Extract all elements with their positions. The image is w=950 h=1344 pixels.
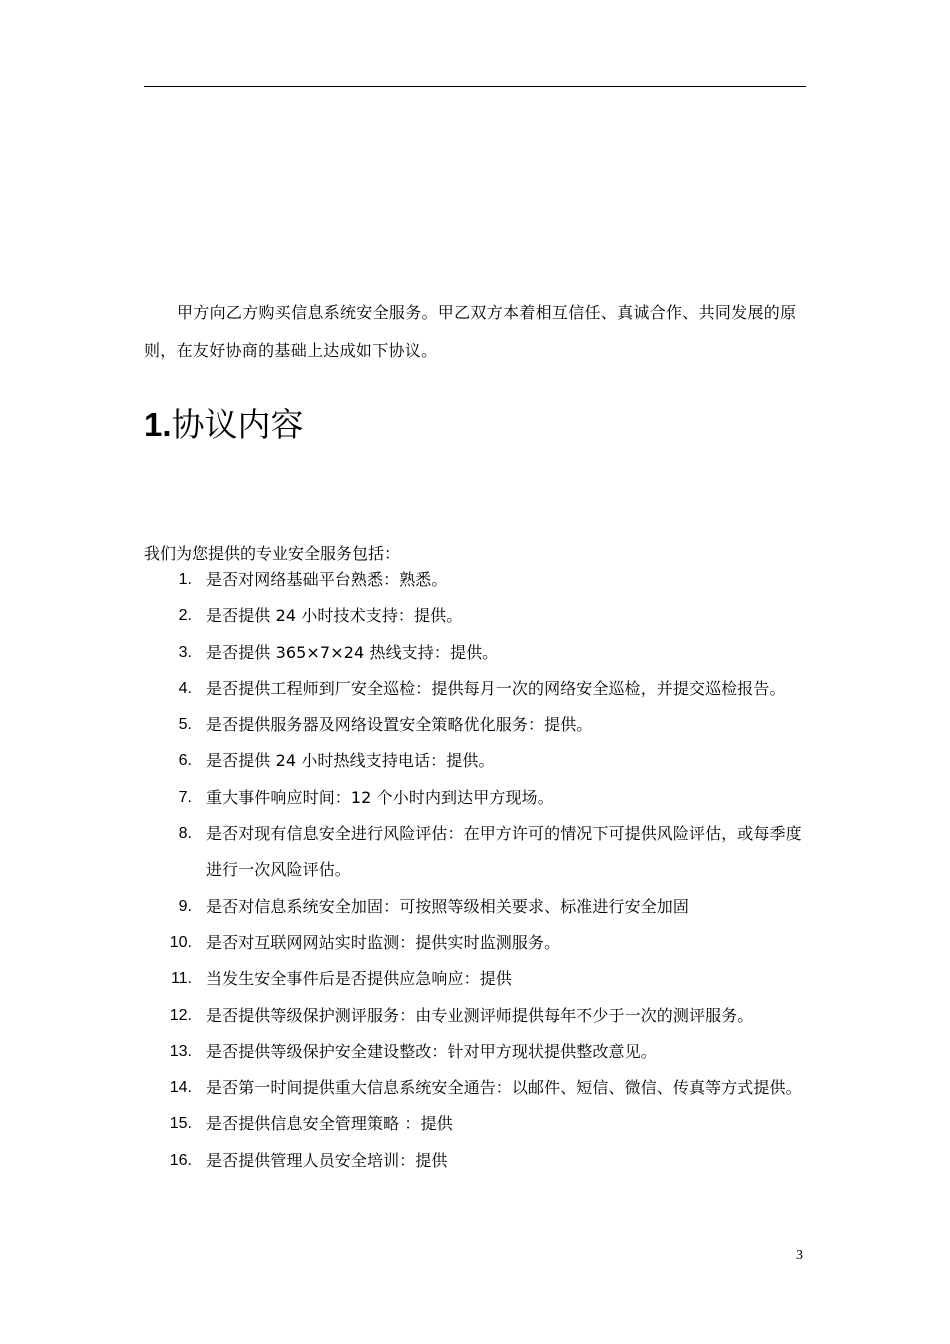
list-item-text: 是否提供管理人员安全培训：提供	[206, 1150, 448, 1170]
page-number: 3	[796, 1248, 803, 1263]
list-item-number: 7.	[178, 788, 192, 806]
list-item-text: 是否第一时间提供重大信息系统安全通告：以邮件、短信、微信、传真等方式提供。	[206, 1078, 802, 1098]
list-item	[144, 816, 806, 889]
list-item	[144, 671, 806, 707]
list-item-number: 13.	[169, 1042, 192, 1060]
list-item	[144, 598, 806, 634]
list-item-number: 8.	[178, 825, 192, 843]
list-item	[144, 1143, 806, 1179]
list-item-text: 是否对现有信息安全进行风险评估：在甲方许可的情况下可提供风险评估，或每季度进行一次风险评估。	[206, 824, 802, 880]
list-item-text: 是否对信息系统安全加固：可按照等级相关要求、标准进行安全加固	[206, 896, 690, 916]
intro-paragraph	[144, 294, 806, 370]
list-item	[144, 780, 806, 816]
list-item	[144, 889, 806, 925]
list-item-number: 15.	[169, 1115, 192, 1133]
list-item	[144, 961, 806, 997]
list-item-number: 6.	[178, 752, 192, 770]
list-item-number: 11.	[170, 970, 192, 988]
list-item	[144, 707, 806, 743]
section-title: 协议内容	[171, 405, 304, 444]
list-item-number: 10.	[169, 933, 192, 951]
list-item-number: 14.	[169, 1079, 192, 1097]
list-item-text: 是否提供 365×7×24 热线支持：提供。	[206, 642, 499, 662]
list-item-number: 5.	[178, 716, 192, 734]
list-item-number: 4.	[178, 679, 192, 697]
list-item-number: 12.	[169, 1006, 192, 1024]
list-item-text: 是否提供 24 小时技术支持：提供。	[206, 606, 463, 626]
list-item-text: 是否对网络基础平台熟悉：熟悉。	[206, 570, 448, 589]
list-item-number: 1.	[178, 571, 192, 588]
list-item	[144, 635, 806, 671]
list-item	[144, 998, 806, 1034]
services-intro: 我们为您提供的专业安全服务包括：	[144, 544, 401, 563]
list-item	[144, 562, 806, 598]
header-rule	[144, 86, 806, 87]
list-item-text: 是否对互联网网站实时监测：提供实时监测服务。	[206, 932, 561, 952]
list-item	[144, 925, 806, 961]
list-item-number: 2.	[178, 607, 192, 625]
section-number: 1.	[144, 406, 172, 443]
list-item	[144, 1070, 806, 1106]
list-item-text: 当发生安全事件后是否提供应急响应：提供	[206, 969, 512, 989]
intro-text: 甲方向乙方购买信息系统安全服务。甲乙双方本着相互信任、真诚合作、共同发展的原则，在友好协商的基础上达成如下协议。	[144, 303, 797, 360]
list-item	[144, 1106, 806, 1142]
list-item-text: 重大事件响应时间：12 个小时内到达甲方现场。	[206, 787, 554, 807]
services-list	[144, 562, 806, 1179]
list-item	[144, 1034, 806, 1070]
list-item	[144, 743, 806, 779]
list-item-number: 16.	[169, 1151, 192, 1169]
list-item-text: 是否提供服务器及网络设置安全策略优化服务：提供。	[206, 715, 593, 735]
list-item-text: 是否提供等级保护安全建设整改：针对甲方现状提供整改意见。	[206, 1041, 657, 1061]
list-item-number: 3.	[178, 643, 192, 661]
list-item-number: 9.	[178, 897, 192, 915]
list-item-text: 是否提供等级保护测评服务：由专业测评师提供每年不少于一次的测评服务。	[206, 1005, 754, 1025]
section-heading	[144, 398, 304, 452]
list-item-text: 是否提供信息安全管理策略 ：提供	[206, 1114, 453, 1134]
list-item-text: 是否提供工程师到厂安全巡检：提供每月一次的网络安全巡检，并提交巡检报告。	[206, 678, 786, 698]
list-item-text: 是否提供 24 小时热线支持电话：提供。	[206, 751, 495, 771]
